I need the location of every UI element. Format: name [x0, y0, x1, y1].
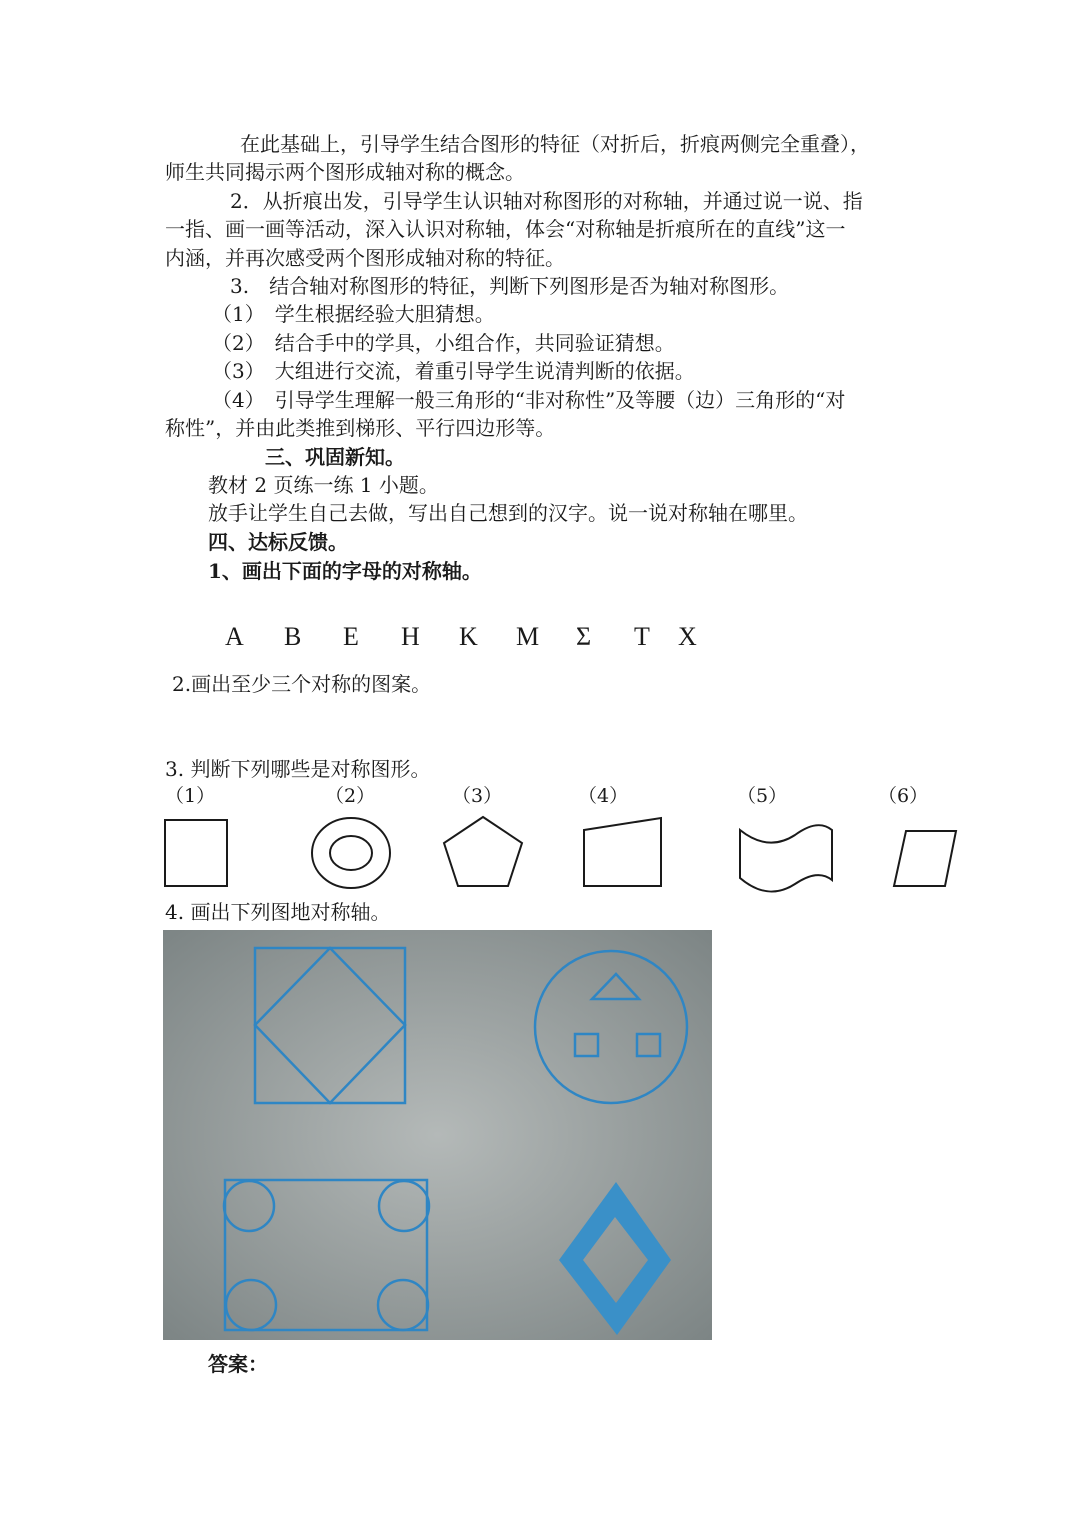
letter-e: E — [343, 622, 359, 651]
shape-label-3: （3） — [452, 785, 503, 807]
step-4-line-1: （4） 引导学生理解一般三角形的“非对称性”及等腰（边）三角形的“对 — [212, 388, 846, 412]
para-1-line-1: 在此基础上，引导学生结合图形的特征（对折后，折痕两侧完全重叠）， — [240, 132, 870, 156]
step-4-line-2: 称性”，并由此类推到梯形、平行四边形等。 — [165, 416, 556, 440]
letter-x: X — [678, 622, 697, 651]
step-1: （1） 学生根据经验大胆猜想。 — [212, 302, 495, 326]
answer-heading: 答案： — [208, 1352, 268, 1376]
letter-t: T — [634, 622, 650, 651]
para-3: 3. 结合轴对称图形的特征，判断下列图形是否为轴对称图形。 — [230, 274, 790, 298]
outer-ring-shape — [312, 818, 390, 888]
shape-label-5: （5） — [737, 785, 788, 807]
letter-m: M — [516, 622, 540, 651]
shape-label-2: （2） — [325, 785, 376, 807]
question-2: 2.画出至少三个对称的图案。 — [172, 672, 432, 696]
shape-label-6: （6） — [878, 785, 929, 807]
letter-sigma: Σ — [576, 622, 592, 651]
para-2-line-1: 2．从折痕出发，引导学生认识轴对称图形的对称轴，并通过说一说、指 — [230, 189, 863, 213]
step-3: （3） 大组进行交流，着重引导学生说清判断的依据。 — [212, 359, 695, 383]
step-2: （2） 结合手中的学具，小组合作，共同验证猜想。 — [212, 331, 675, 355]
para-1-line-2: 师生共同揭示两个图形成轴对称的概念。 — [165, 160, 525, 184]
inner-ring-shape — [330, 836, 372, 870]
question-3: 3. 判断下列哪些是对称图形。 — [165, 757, 431, 781]
para-2-line-3: 内涵，并再次感受两个图形成轴对称的特征。 — [165, 246, 565, 270]
section-3-line-2: 放手让学生自己去做，写出自己想到的汉字。说一说对称轴在哪里。 — [208, 501, 808, 525]
trapezoid-shape — [584, 818, 661, 886]
parallelogram-shape — [894, 831, 956, 886]
shape-label-1: （1） — [165, 785, 216, 807]
wavy-flag-shape — [740, 825, 832, 891]
letter-b: B — [284, 622, 302, 651]
question-1: 1、画出下面的字母的对称轴。 — [208, 559, 482, 583]
textbook-photo — [163, 930, 712, 1340]
photo-background — [163, 930, 712, 1340]
section-4-heading: 四、达标反馈。 — [208, 530, 348, 554]
para-2-line-2: 一指、画一画等活动，深入认识对称轴，体会“对称轴是折痕所在的直线”这一 — [165, 217, 846, 241]
question-4: 4. 画出下列图地对称轴。 — [165, 900, 391, 924]
section-3-line-1: 教材 2 页练一练 1 小题。 — [208, 473, 439, 497]
shape-label-4: （4） — [578, 785, 629, 807]
letter-k: K — [459, 622, 478, 651]
section-3-heading: 三、巩固新知。 — [265, 445, 405, 469]
letter-h: H — [401, 622, 420, 651]
letter-a: A — [225, 622, 244, 651]
square-shape — [165, 820, 227, 886]
pentagon-shape — [444, 817, 522, 886]
